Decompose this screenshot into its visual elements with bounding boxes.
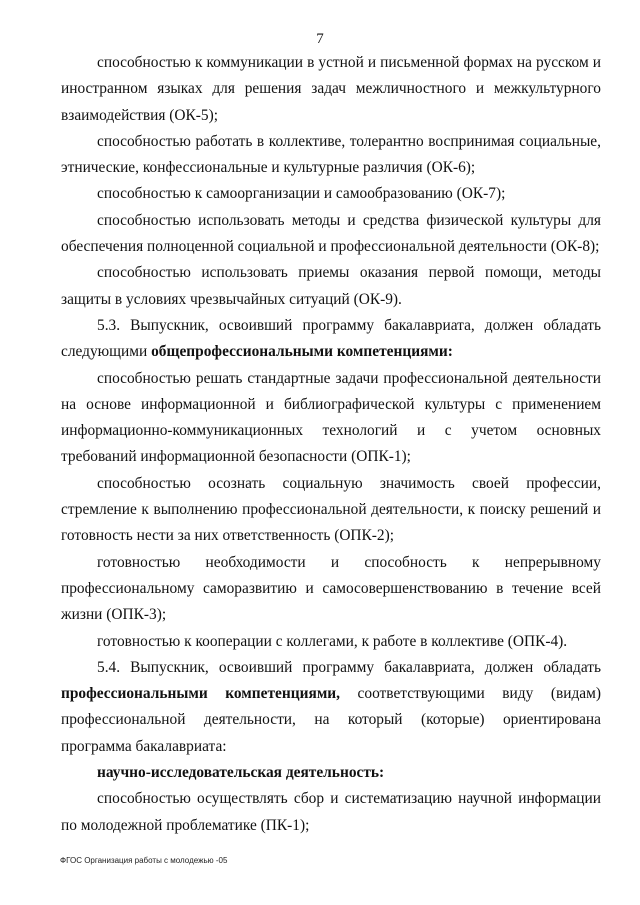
page-footer: ФГОС Организация работы с молодежью -05	[60, 856, 228, 865]
paragraph-pk1: способностью осуществлять сбор и систематизацию научной информации по молодежной проблематике (ПК-1);	[61, 790, 601, 834]
section-5-4-bold-term: профессиональными компетенциями,	[61, 685, 341, 703]
paragraph-ok7: способностью к самоорганизации и самообразованию (ОК-7);	[97, 185, 506, 203]
document-body	[61, 50, 601, 839]
activity-heading: научно-исследовательская деятельность:	[97, 764, 385, 782]
paragraph-opk4: готовностью к кооперации с коллегами, к работе в коллективе (ОПК-4).	[97, 632, 568, 650]
paragraph-section-5-3	[61, 313, 601, 366]
paragraph-opk2: способностью осознать социальную значимость своей профессии, стремление к выполнению профессиональной деятельности, к поиску решений и готовность нести за них ответственность (ОПК-2);	[61, 474, 601, 545]
section-5-3-text: 5.3. Выпускник, освоивший программу бакалавриата, должен обладать следующими	[61, 316, 601, 361]
paragraph-ok6: способностью работать в коллективе, толерантно воспринимая социальные, этнические, конфессиональные и культурные различия (ОК-6);	[61, 132, 601, 177]
page-number: 7	[316, 31, 324, 47]
section-5-4-tail: соответствующими виду (видам) профессиональной деятельности, на который (которые) ориентирована программа бакалавриата:	[61, 685, 601, 755]
paragraph-opk3: готовностью необходимости и способность к непрерывному профессиональному саморазвитию и самосовершенствованию в течение всей жизни (ОПК-3);	[61, 553, 601, 624]
section-5-3-bold-term: общепрофессиональными компетенциями:	[151, 343, 453, 361]
paragraph-section-5-4	[61, 655, 601, 760]
paragraph-ok9: способностью использовать приемы оказания первой помощи, методы защиты в условиях чрезвычайных ситуаций (ОК-9).	[61, 264, 601, 308]
paragraph-ok5: способностью к коммуникации в устной и письменной формах на русском и иностранном языках для решения задач межличностного и межкультурного взаимодействия (ОК-5);	[61, 54, 601, 124]
paragraph-opk1: способностью решать стандартные задачи профессиональной деятельности на основе информационной и библиографической культуры с применением информационно-коммуникационных технологий и с учетом основных требований информационной безопасности (ОПК-1);	[61, 369, 601, 466]
paragraph-ok8: способностью использовать методы и средства физической культуры для обеспечения полноценной социальной и профессиональной деятельности (ОК-8);	[61, 211, 601, 256]
section-5-4-text: 5.4. Выпускник, освоивший программу бакалавриата, должен обладать	[97, 658, 601, 676]
